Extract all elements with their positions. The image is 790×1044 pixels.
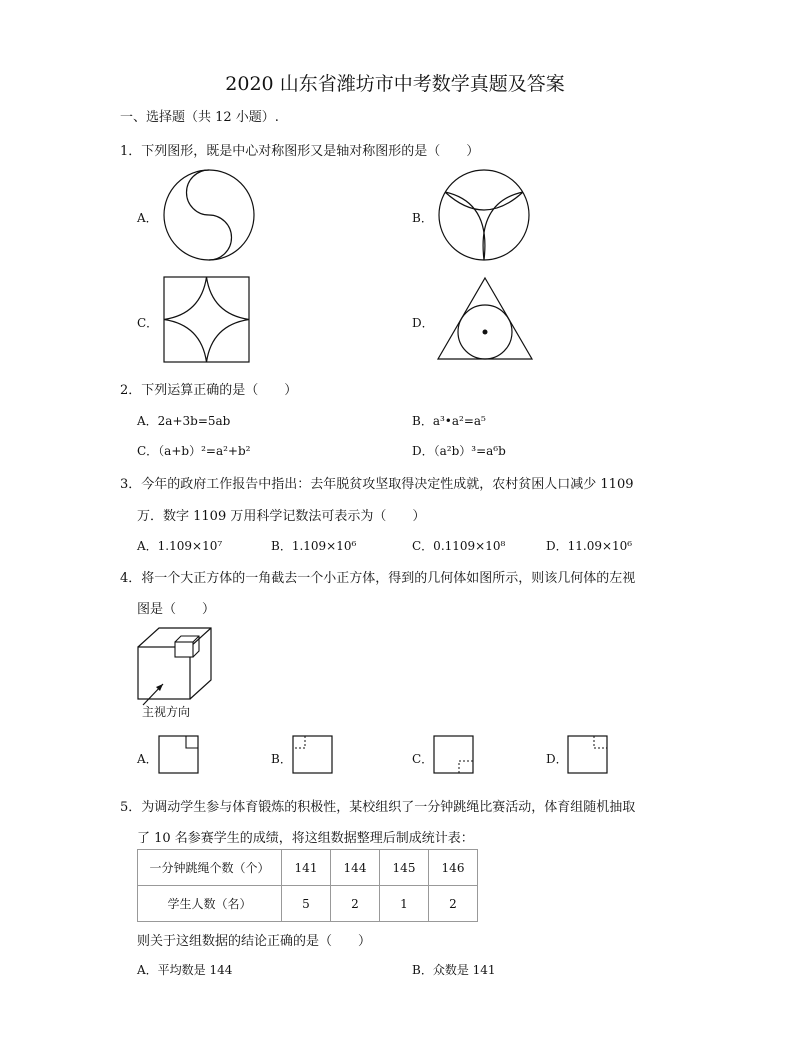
- table-cell: 144: [331, 850, 380, 886]
- table-header-cell: 学生人数（名）: [138, 886, 282, 922]
- table-cell: 2: [331, 886, 380, 922]
- table-cell: 5: [282, 886, 331, 922]
- q1-option-b-label: B．: [412, 211, 433, 225]
- question-2-stem: 2．下列运算正确的是（ ）: [120, 383, 298, 398]
- q5-option-b: B．众数是 141: [412, 963, 496, 977]
- question-3-stem-line1: 3．今年的政府工作报告中指出：去年脱贫攻坚取得决定性成就，农村贫困人口减少 1109: [120, 477, 634, 492]
- table-cell: 141: [282, 850, 331, 886]
- question-4-stem-line1: 4．将一个大正方体的一角截去一个小正方体，得到的几何体如图所示，则该几何体的左视: [120, 571, 636, 586]
- q3-option-c: C．0.1109×10⁸: [412, 539, 506, 553]
- q2-option-a: A．2a+3b=5ab: [137, 414, 231, 428]
- q4-cube-figure: [135, 626, 215, 706]
- q1-figure-d-triangle-circle: [436, 276, 534, 362]
- question-5-stem-line1: 5．为调动学生参与体育锻炼的积极性，某校组织了一分钟跳绳比赛活动，体育组随机抽取: [120, 800, 636, 815]
- table-cell: 146: [429, 850, 478, 886]
- table-header-cell: 一分钟跳绳个数（个）: [138, 850, 282, 886]
- table-cell: 145: [380, 850, 429, 886]
- question-4-stem-line2: 图是（ ）: [137, 602, 216, 617]
- q1-figure-a-yin-yang: [162, 168, 256, 262]
- section-heading: 一、选择题（共 12 小题）.: [120, 110, 279, 125]
- q4-option-c-figure: [433, 735, 475, 775]
- q4-option-d-label: D．: [546, 752, 568, 766]
- q4-option-a-label: A．: [137, 752, 158, 766]
- q4-option-a-figure: [158, 735, 200, 775]
- question-5-follow: 则关于这组数据的结论正确的是（ ）: [137, 934, 372, 949]
- question-1-stem: 1．下列图形，既是中心对称图形又是轴对称图形的是（ ）: [120, 144, 480, 159]
- question-5-stem-line2: 了 10 名参赛学生的成绩，将这组数据整理后制成统计表：: [137, 831, 474, 846]
- q4-option-b-label: B．: [271, 752, 292, 766]
- question-3-stem-line2: 万．数字 1109 万用科学记数法可表示为（ ）: [137, 509, 426, 524]
- q4-option-d-figure: [567, 735, 609, 775]
- page-title: 2020 山东省潍坊市中考数学真题及答案: [225, 73, 565, 95]
- q4-arrow-label: 主视方向: [142, 705, 191, 719]
- jump-rope-stats-table: [137, 849, 478, 922]
- q1-option-a-label: A．: [137, 211, 158, 225]
- q5-option-a: A．平均数是 144: [137, 963, 233, 977]
- q1-option-c-label: C．: [137, 316, 159, 330]
- q1-option-d-label: D．: [412, 316, 434, 330]
- q3-option-d: D．11.09×10⁶: [546, 539, 633, 553]
- q3-option-a: A．1.109×10⁷: [137, 539, 223, 553]
- q2-option-c: C．（a+b）²=a²+b²: [137, 444, 251, 458]
- table-row: [138, 886, 478, 922]
- q3-option-b: B．1.109×10⁶: [271, 539, 357, 553]
- table-cell: 2: [429, 886, 478, 922]
- q2-option-b: B．a³•a²=a⁵: [412, 414, 486, 428]
- q4-option-c-label: C．: [412, 752, 434, 766]
- q1-figure-b-circle-arcs: [437, 168, 531, 262]
- table-row: [138, 850, 478, 886]
- table-cell: 1: [380, 886, 429, 922]
- q4-option-b-figure: [292, 735, 334, 775]
- q2-option-d: D．（a²b）³=a⁶b: [412, 444, 506, 458]
- q1-figure-c-star-in-square: [163, 276, 251, 364]
